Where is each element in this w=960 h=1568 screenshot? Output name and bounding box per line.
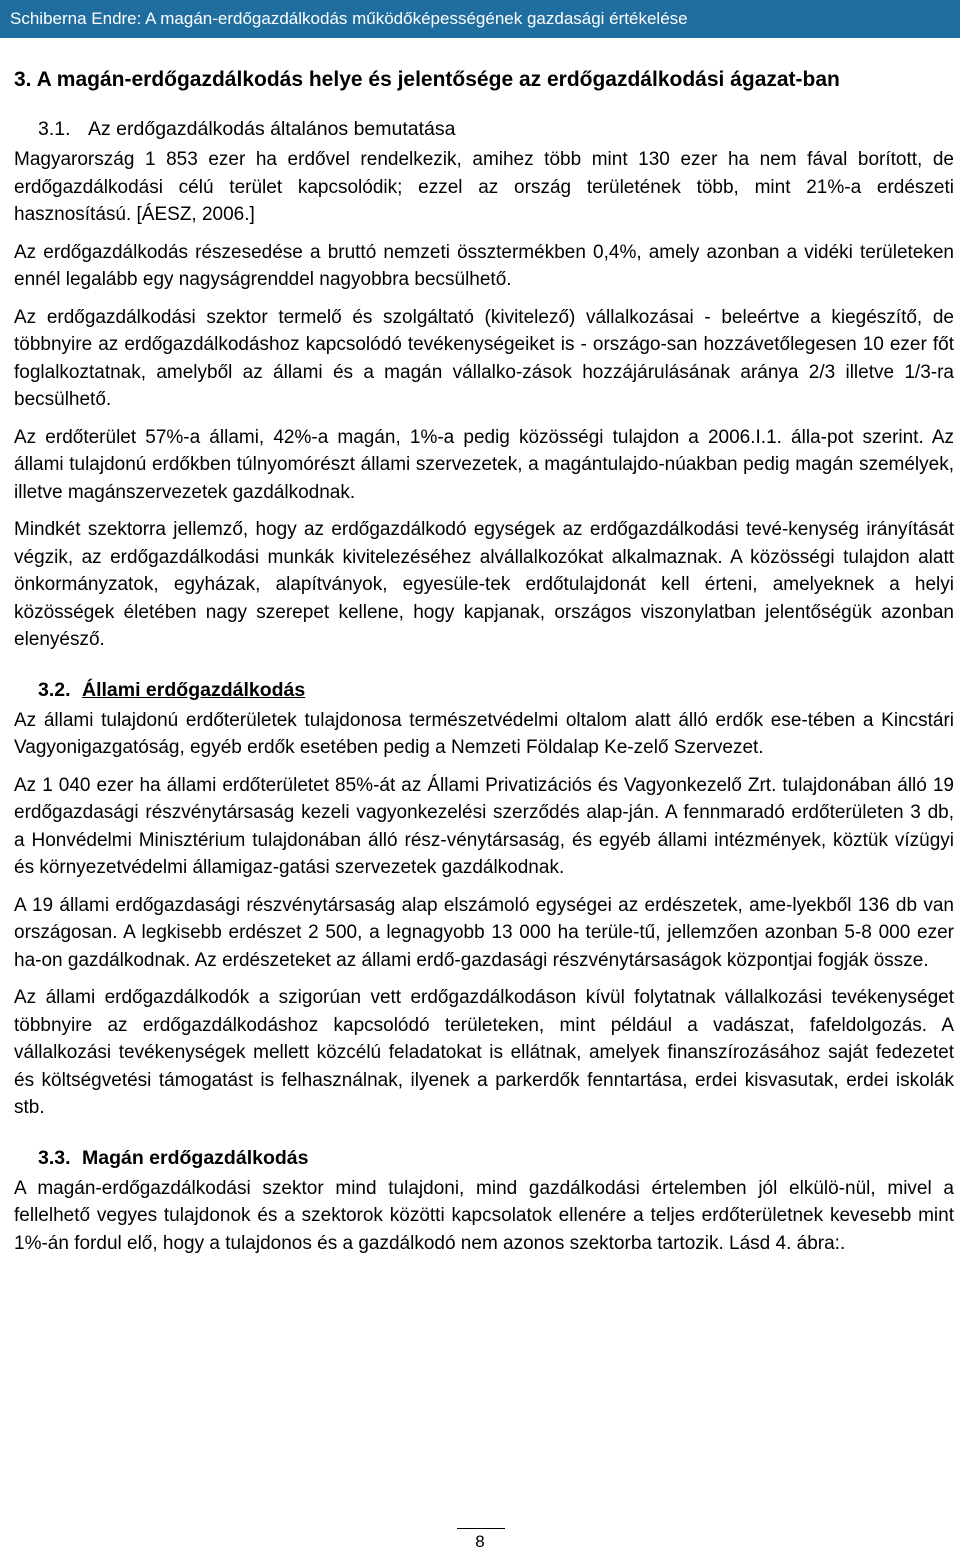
section-3-3 (14, 1144, 954, 1258)
page-number: 8 (475, 1532, 485, 1551)
paragraph: Az erdőterület 57%-a állami, 42%-a magán, 1%-a pedig közösségi tulajdon a 2006.I.1. álla-pot szerint. Az állami tulajdonú erdőkben túlnyomórészt állami szervezetek, a magántulajdo-núakban pedig magán személyek, illetve magánszervezetek gazdálkodnak. (14, 426, 954, 503)
paragraph: Az erdőgazdálkodási szektor termelő és szolgáltató (kivitelező) vállalkozásai - beleértve a kiegészítő, de többnyire az erdőgazdálkodáshoz kapcsolódó tevékenységeiket is - országo-san hozzávetőlegesen 10 ezer főt foglalkoztatnak, amelyből az állami és a magán vállalko-zások hozzájárulásának aránya 2/3 illetve 1/3-ra becsülhető. (14, 306, 954, 410)
paragraph: Az állami erdőgazdálkodók a szigorúan vett erdőgazdálkodáson kívül folytatnak vállalkozási tevékenységet többnyire az erdőgazdálkodáshoz kapcsolódó területeken, mint például a vadászat, fafeldolgozás. A vállalkozási tevékenységek mellett közcélú feladatokat is ellátnak, amelyek finanszírozásához saját fedezetet és költségvetési támogatást is felhasználnak, ilyenek a parkerdők fenntartása, erdei kisvasutak, erdei iskolák stb. (14, 987, 954, 1118)
paragraph: Az állami tulajdonú erdőterületek tulajdonosa természetvédelmi oltalom alatt álló erdők ese-tében a Kincstári Vagyonigazgatóság, egyéb erdők esetében pedig a Nemzeti Földalap Ke-zelő Szervezet. (14, 709, 954, 758)
running-header (0, 0, 960, 38)
paragraph: Az 1 040 ezer ha állami erdőterületet 85%-át az Állami Privatizációs és Vagyonkezelő Zrt. tulajdonában álló 19 erdőgazdasági részvénytársaság kezeli vagyonkezelési szerződés alap-ján. A fennmaradó erdőterületen 3 db, a Honvédelmi Minisztérium tulajdonában álló rész-vénytársaság, és egyéb állami intézmények, köztük vízügyi és környezetvédelmi államigaz-gatási szervezetek gazdálkodnak. (14, 774, 954, 878)
section-number: 3.1. (38, 118, 71, 140)
section-title: Az erdőgazdálkodás általános bemutatása (88, 118, 456, 140)
section-number: 3.2. (38, 678, 71, 701)
chapter-title: 3. A magán-erdőgazdálkodás helye és jelentősége az erdőgazdálkodási ágazat-ban (14, 68, 840, 91)
section-heading (14, 676, 954, 704)
paragraph: Mindkét szektorra jellemző, hogy az erdőgazdálkodó egységek az erdőgazdálkodási tevé-kenység irányítását végzik, az erdőgazdálkodási munkák kivitelezéséhez alvállalkozókat alkalmaznak. A közösségi tulajdon alatt önkormányzatok, egyházak, alapítványok, egyesüle-tek erdőtulajdonát kell érteni, amelyeknek a helyi közösségek életében nagy szerepet kellene, hogy kapjanak, országos viszonylatban jelentőségük azonban elenyésző. (14, 519, 954, 650)
page-content (14, 66, 954, 1267)
paragraph: Az erdőgazdálkodás részesedése a bruttó nemzeti össztermékben 0,4%, amely azonban a vidéki területeken ennél legalább egy nagyságrenddel nagyobbra becsülhető. (14, 241, 954, 290)
section-3-1 (14, 115, 954, 654)
page-number-rule (457, 1528, 505, 1529)
section-heading (14, 115, 954, 143)
section-title: Állami erdőgazdálkodás (82, 678, 306, 701)
section-3-2 (14, 676, 954, 1122)
paragraph: Magyarország 1 853 ezer ha erdővel rendelkezik, amihez több mint 130 ezer ha nem fával borított, de erdőgazdálkodási célú terület kapcsolódik; ezzel az ország területének több, mint 21%-a erdészeti hasznosítású. [ÁESZ, 2006.] (14, 149, 954, 225)
paragraph: A 19 állami erdőgazdasági részvénytársaság alap elszámoló egységei az erdészetek, ame-lyekből 136 db van országosan. A legkisebb erdészet 2 500, a legnagyobb 13 000 ha terüle-tű, jellemzően azonban 5-8 000 ezer ha-on gazdálkodnak. Az erdészeteket az állami erdő-gazdasági részvénytársaságok központjai fogják össze. (14, 894, 954, 971)
running-header-title: Schiberna Endre: A magán-erdőgazdálkodás működőképességének gazdasági értékelése (10, 9, 688, 28)
section-number: 3.3. (38, 1146, 71, 1169)
section-title: Magán erdőgazdálkodás (82, 1146, 309, 1169)
section-heading (14, 1144, 954, 1172)
paragraph: A magán-erdőgazdálkodási szektor mind tulajdoni, mind gazdálkodási értelemben jól elkülö-nül, mivel a fellelhető vegyes tulajdonok és a szektorok közötti kapcsolatok ellenére a teljes erdőterületnek kevesebb mint 1%-án fordul elő, hogy a tulajdonos és a gazdálkodó nem azonos szektorba tartozik. Lásd 4. ábra:. (14, 1177, 954, 1254)
